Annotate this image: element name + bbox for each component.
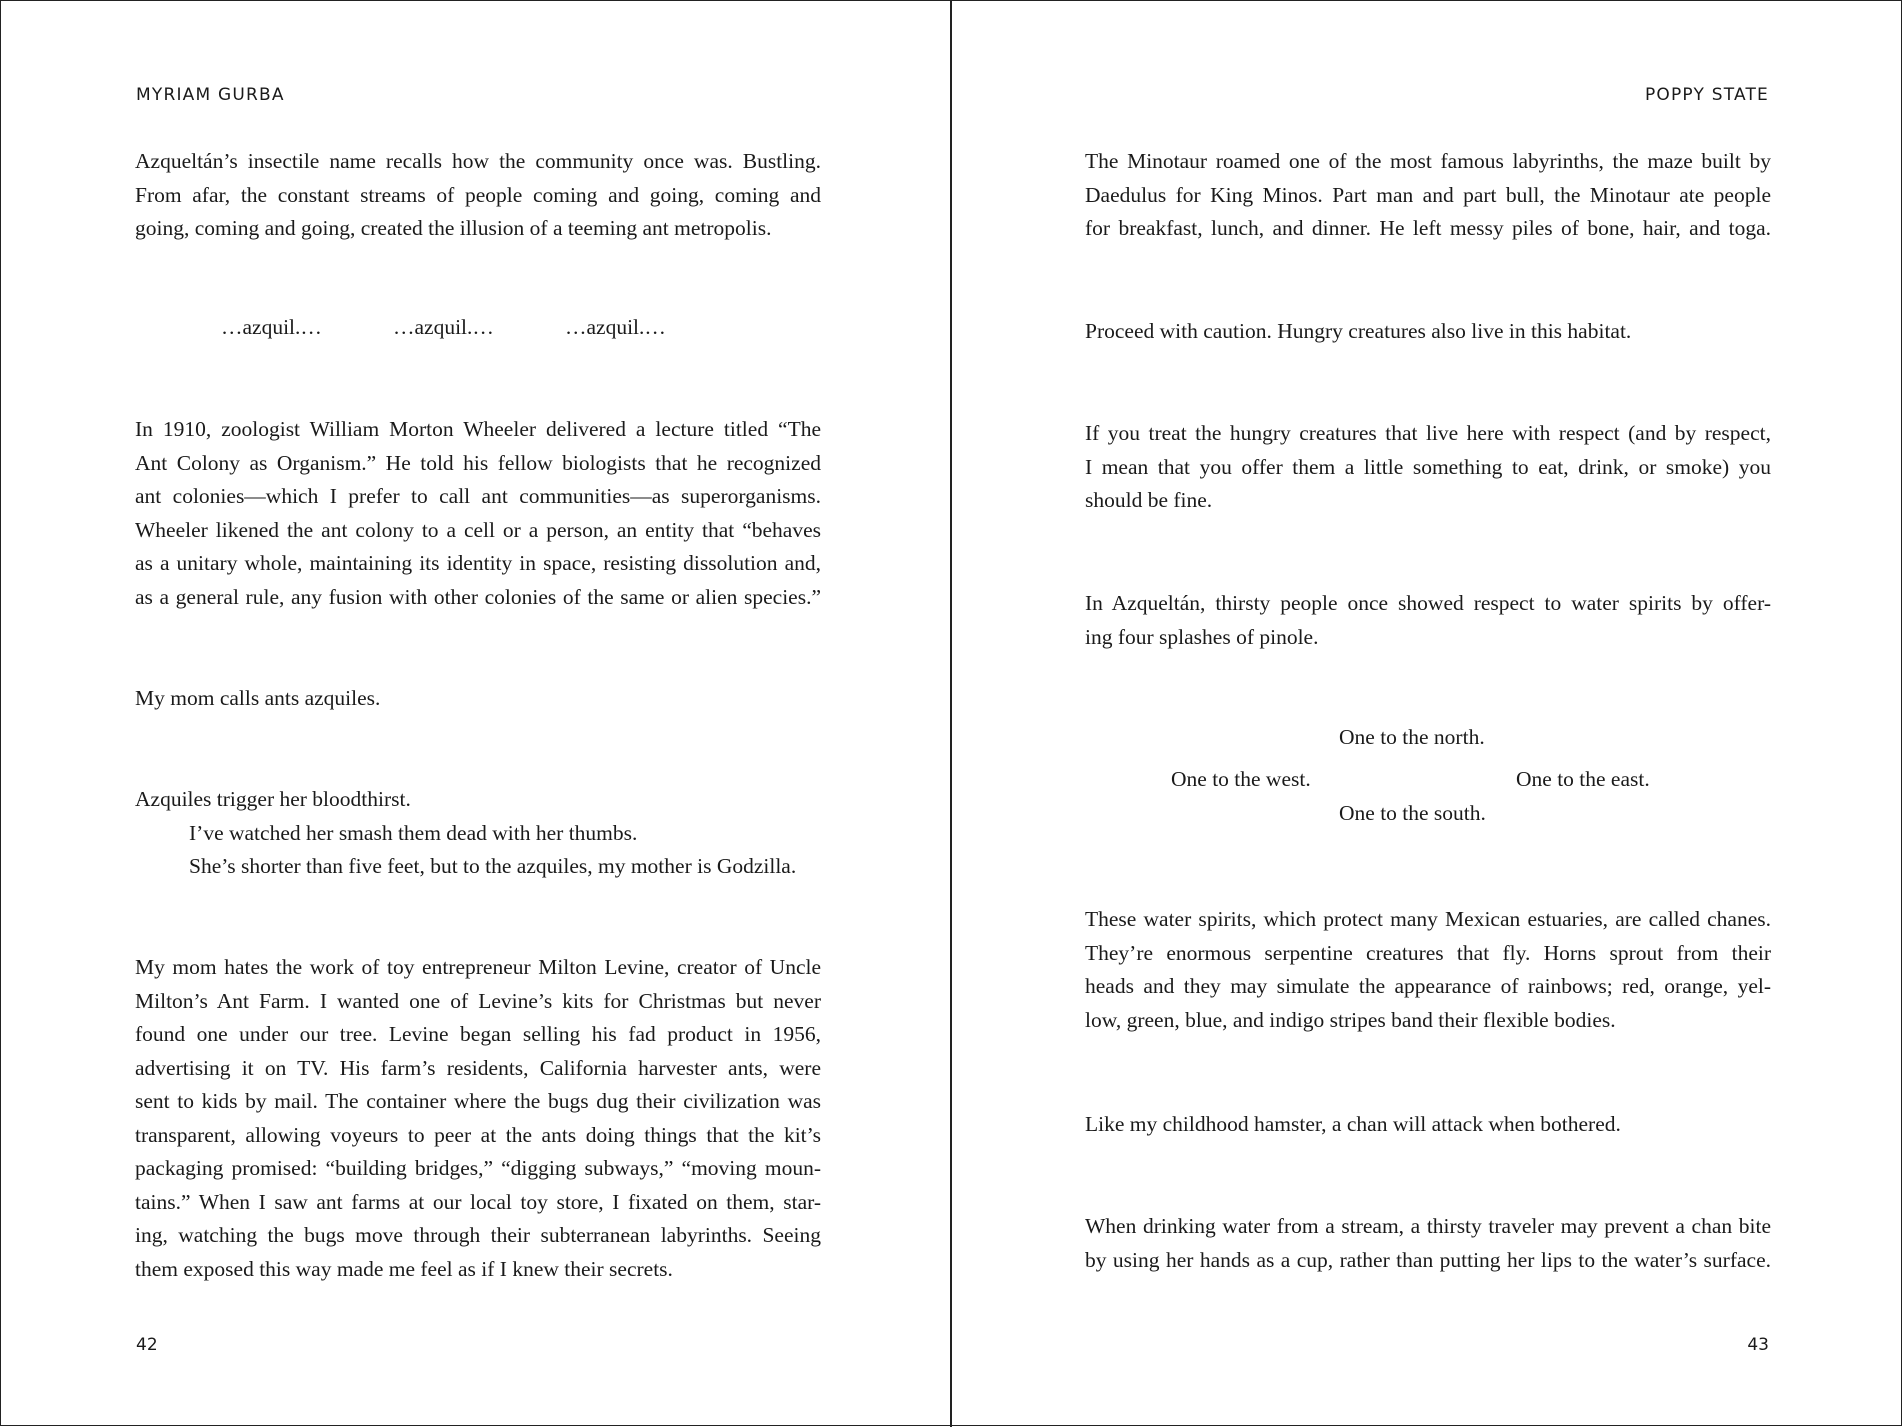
- text-line: them exposed this way made me feel as if I knew their secrets.: [135, 1256, 673, 1281]
- text-line: If you treat the hungry creatures that live here with respect (and by respect,: [1085, 421, 1771, 445]
- azquil-word: …azquil.…: [393, 315, 494, 339]
- text-line: In 1910, zoologist William Morton Wheeler delivered a lecture titled “The: [135, 417, 821, 441]
- text-line: Ant Colony as Organism.” He told his fellow biologists that he recognized: [135, 450, 821, 475]
- page-number: 43: [1747, 1335, 1769, 1355]
- text-line: Wheeler likened the ant colony to a cell or a person, an entity that “behaves: [135, 517, 821, 542]
- paragraph-hamster: [1085, 1108, 1771, 1142]
- text-line: ing, watching the bugs move through their subterranean labyrinths. Seeing: [135, 1223, 821, 1247]
- text-line: low, green, blue, and indigo stripes band their flexible bodies.: [1085, 1007, 1616, 1032]
- paragraph-bloodthirst: [135, 783, 821, 884]
- direction-west: One to the west.: [1171, 767, 1311, 791]
- text-line: found one under our tree. Levine began selling his fad product in 1956,: [135, 1022, 821, 1046]
- text-line: Like my childhood hamster, a chan will attack when bothered.: [1085, 1112, 1621, 1136]
- text-line: transparent, allowing voyeurs to peer at the ants doing things that the kit’s: [135, 1122, 821, 1147]
- text-line: ing four splashes of pinole.: [1085, 624, 1319, 649]
- text-line: My mom calls ants azquiles.: [135, 686, 381, 710]
- text-line: These water spirits, which protect many Mexican estuaries, are called chanes.: [1085, 907, 1771, 931]
- paragraph-chanes: [1085, 903, 1771, 1037]
- azquil-word: …azquil.…: [221, 315, 322, 339]
- text-line: going, coming and going, created the illusion of a teeming ant metropolis.: [135, 216, 772, 240]
- text-line: In Azqueltán, thirsty people once showed respect to water spirits by offer-: [1085, 591, 1771, 615]
- text-line: Proceed with caution. Hungry creatures also live in this habitat.: [1085, 319, 1632, 343]
- paragraph-offering: [1085, 587, 1771, 654]
- running-head-title: POPPY STATE: [1644, 85, 1769, 105]
- text-line: Azquiles trigger her bloodthirst.: [135, 787, 411, 811]
- text-line: heads and they may simulate the appearance of rainbows; red, orange, yel-: [1085, 974, 1771, 998]
- direction-north: One to the north.: [1339, 725, 1485, 749]
- text-line: Daedulus for King Minos. Part man and part bull, the Minotaur ate people: [1085, 182, 1771, 207]
- paragraph-caution: [1085, 315, 1771, 349]
- page-number: 42: [136, 1335, 158, 1355]
- paragraph-respect: [1085, 417, 1771, 518]
- paragraph-drinking: [1085, 1210, 1771, 1277]
- direction-east: One to the east.: [1516, 767, 1650, 791]
- paragraph-mom-azquiles: [135, 682, 821, 716]
- text-line: The Minotaur roamed one of the most famous labyrinths, the maze built by: [1085, 149, 1771, 173]
- text-line: should be fine.: [1085, 488, 1213, 512]
- text-line: tains.” When I saw ant farms at our local toy store, I fixated on them, star-: [135, 1189, 821, 1214]
- text-line: as a general rule, any fusion with other colonies of the same or alien species.”: [135, 584, 821, 609]
- text-line: She’s shorter than five feet, but to the azquiles, my mother is Godzilla.: [189, 854, 797, 878]
- paragraph-azqueltan-name: [135, 145, 821, 246]
- text-line: I mean that you offer them a little something to eat, drink, or smoke) you: [1085, 454, 1771, 479]
- left-page: [1, 1, 951, 1427]
- paragraph-wheeler: [135, 413, 821, 614]
- text-line: When drinking water from a stream, a thirsty traveler may prevent a chan bite: [1085, 1214, 1771, 1238]
- text-line: advertising it on TV. His farm’s residents, California harvester ants, were: [135, 1055, 821, 1080]
- text-line: as a unitary whole, maintaining its identity in space, resisting dissolution and,: [135, 551, 821, 575]
- right-page: [952, 1, 1902, 1427]
- text-line: sent to kids by mail. The container where the bugs dug their civilization was: [135, 1089, 821, 1113]
- text-line: by using her hands as a cup, rather than putting her lips to the water’s surface.: [1085, 1247, 1771, 1272]
- paragraph-ant-farm: [135, 951, 821, 1286]
- text-line: Milton’s Ant Farm. I wanted one of Levine’s kits for Christmas but never: [135, 988, 821, 1013]
- text-line: I’ve watched her smash them dead with her thumbs.: [189, 820, 638, 845]
- text-line: My mom hates the work of toy entrepreneur Milton Levine, creator of Uncle: [135, 955, 821, 979]
- paragraph-minotaur: [1085, 145, 1771, 246]
- running-head-author: MYRIAM GURBA: [136, 85, 285, 105]
- text-line: They’re enormous serpentine creatures that fly. Horns sprout from their: [1085, 940, 1771, 965]
- text-line: for breakfast, lunch, and dinner. He left messy piles of bone, hair, and toga.: [1085, 216, 1771, 240]
- text-line: ant colonies—which I prefer to call ant communities—as superorganisms.: [135, 484, 821, 508]
- text-line: Azqueltán’s insectile name recalls how the community once was. Bustling.: [135, 149, 821, 173]
- text-line: From afar, the constant streams of people coming and going, coming and: [135, 182, 821, 207]
- direction-south: One to the south.: [1339, 801, 1486, 825]
- azquil-word: …azquil.…: [565, 315, 666, 339]
- text-line: packaging promised: “building bridges,” “digging subways,” “moving moun-: [135, 1156, 821, 1180]
